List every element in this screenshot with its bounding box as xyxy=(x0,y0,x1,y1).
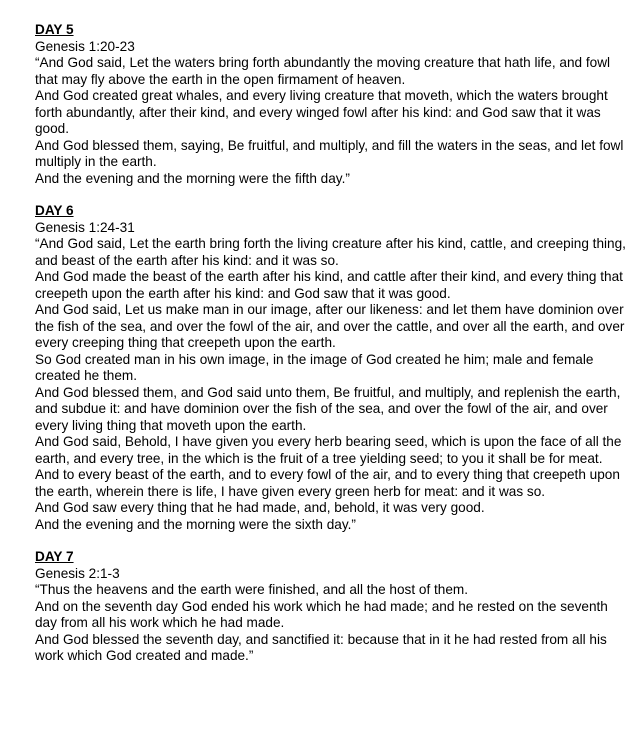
day-heading: DAY 5 xyxy=(35,22,74,37)
day-heading: DAY 7 xyxy=(35,549,74,564)
scripture-reference: Genesis 1:20-23 xyxy=(35,38,135,54)
section-day-5 xyxy=(35,22,631,187)
verse: And the evening and the morning were the sixth day.” xyxy=(35,516,356,532)
verse: And the evening and the morning were the fifth day.” xyxy=(35,170,350,186)
verse: “And God said, Let the earth bring forth the living creature after his kind, cattle, and creeping thing, and beast of the earth after his kind: and it was so. xyxy=(35,236,626,268)
section-day-7 xyxy=(35,549,631,665)
verse: And God made the beast of the earth after his kind, and cattle after their kind, and every thing that creepeth upon the earth after his kind: and God saw that it was good. xyxy=(35,269,623,301)
verse: And God saw every thing that he had made, and, behold, it was very good. xyxy=(35,500,485,515)
scripture-reference: Genesis 1:24-31 xyxy=(35,219,135,235)
verse: And God blessed them, saying, Be fruitful, and multiply, and fill the waters in the seas, and let fowl multiply in the earth. xyxy=(35,137,624,169)
verse: And God blessed them, and God said unto them, Be fruitful, and multiply, and replenish the earth, and subdue it: and have dominion over the fish of the sea, and over the fowl of the air, and over every living thing that moveth upon the earth. xyxy=(35,384,621,433)
verse: “And God said, Let the waters bring forth abundantly the moving creature that hath life, and fowl that may fly above the earth in the open firmament of heaven. xyxy=(35,55,611,87)
verse: And God said, Behold, I have given you every herb bearing seed, which is upon the face of all the earth, and every tree, in the which is the fruit of a tree yielding seed; to you it shall be for meat. xyxy=(35,434,622,466)
document-page xyxy=(35,22,631,681)
section-day-6 xyxy=(35,203,631,533)
verse: “Thus the heavens and the earth were finished, and all the host of them. xyxy=(35,582,469,597)
day-heading: DAY 6 xyxy=(35,203,74,218)
verse: And on the seventh day God ended his work which he had made; and he rested on the seventh day from all his work which he had made. xyxy=(35,598,608,630)
verse: And God said, Let us make man in our image, after our likeness: and let them have dominion over the fish of the sea, and over the fowl of the air, and over the cattle, and over all the earth, and over every creeping thing that creepeth upon the earth. xyxy=(35,302,625,350)
verse: And God created great whales, and every living creature that moveth, which the waters brought forth abundantly, after their kind, and every winged fowl after his kind: and God saw that it was good. xyxy=(35,88,608,136)
verse: And God blessed the seventh day, and sanctified it: because that in it he had rested from all his work which God created and made.” xyxy=(35,631,607,663)
verse: So God created man in his own image, in the image of God created he him; male and female created he them. xyxy=(35,351,594,383)
scripture-reference: Genesis 2:1-3 xyxy=(35,565,120,581)
verse: And to every beast of the earth, and to every fowl of the air, and to every thing that creepeth upon the earth, wherein there is life, I have given every green herb for meat: and it was so. xyxy=(35,467,620,499)
